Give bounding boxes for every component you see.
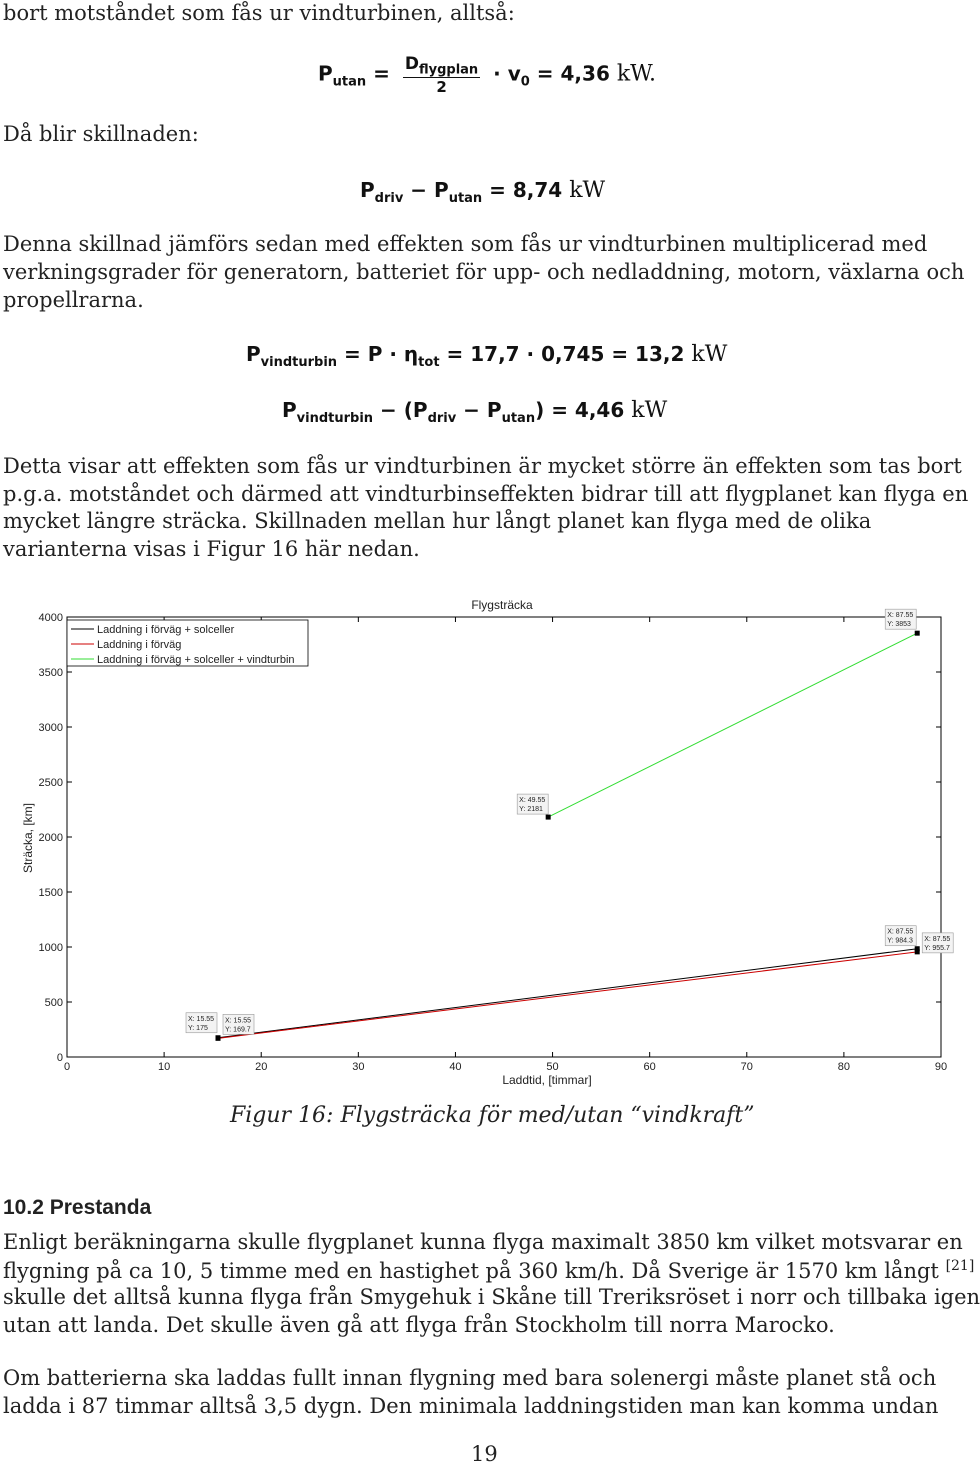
datatip-y: Y: 3853 <box>887 621 911 629</box>
chart-title: Flygsträcka <box>471 598 533 612</box>
paragraph-line: mycket längre sträcka. Skillnaden mellan hur långt planet kan flyga med de olika <box>3 509 872 533</box>
figure-16-chart <box>0 590 960 1090</box>
paragraph-line: p.g.a. motståndet och därmed att vindturbinseffekten bidrar till att flygplanet kan flyga en <box>3 482 969 506</box>
paragraph-line: varianterna visas i Figur 16 här nedan. <box>3 537 420 561</box>
x-tick-label: 90 <box>934 1061 948 1073</box>
x-tick-label: 10 <box>157 1061 171 1073</box>
datatip <box>517 794 548 814</box>
equation-p-vindturbin: $P_{vindturbin} = P \cdot \eta_{tot} = 17,7 \cdot 0,745 = 13,2$ kW <box>246 342 728 370</box>
y-tick-label: 0 <box>56 1052 63 1064</box>
data-point-marker <box>915 949 920 954</box>
y-tick-label: 500 <box>44 997 63 1009</box>
paragraph-line: Detta visar att effekten som fås ur vindturbinen är mycket större än effekten som tas bort <box>3 454 962 478</box>
section-heading: 10.2 Prestanda <box>3 1196 152 1219</box>
chart-legend <box>67 620 308 666</box>
datatip-x: X: 87.55 <box>887 612 914 620</box>
paragraph-line: flygning på ca 10, 5 timme med en hastighet på 360 km/h. Då Sverige är 1570 km långt [21] <box>3 1258 975 1283</box>
x-tick-label: 40 <box>449 1061 462 1073</box>
intro-text: bort motståndet som fås ur vindturbinen, alltså: <box>3 1 515 25</box>
y-axis-label: Sträcka, [km] <box>21 802 35 874</box>
paragraph-line: Enligt beräkningarna skulle flygplanet kunna flyga maximalt 3850 km vilket motsvarar en <box>3 1230 963 1254</box>
series-line <box>218 949 917 1038</box>
datatip-x: X: 15.55 <box>225 1017 252 1025</box>
datatip <box>186 1013 217 1033</box>
paragraph-line: propellrarna. <box>3 288 144 312</box>
y-tick-label: 2500 <box>38 777 63 789</box>
datatip <box>885 609 916 629</box>
legend-label: Laddning i förväg + solceller + vindturbin <box>97 654 295 666</box>
difference-label: Då blir skillnaden: <box>3 122 199 146</box>
y-tick-label: 3000 <box>38 722 63 734</box>
data-point-marker <box>915 631 920 636</box>
paragraph-line: verkningsgrader för generatorn, batteriet för upp- och nedladdning, motorn, växlarna och <box>3 260 965 284</box>
paragraph-line: ladda i 87 timmar alltså 3,5 dygn. Den minimala laddningstiden man kan komma undan <box>3 1394 939 1418</box>
x-tick-label: 80 <box>837 1061 851 1073</box>
plot-area-frame <box>67 617 941 1057</box>
datatip-x: X: 87.55 <box>924 935 951 943</box>
x-axis-label: Laddtid, [timmar] <box>502 1073 592 1087</box>
datatip-y: Y: 2181 <box>519 806 543 814</box>
page-number: 19 <box>471 1442 498 1466</box>
datatip <box>223 1014 254 1034</box>
x-tick-label: 60 <box>643 1061 656 1073</box>
legend-label: Laddning i förväg + solceller <box>97 624 235 636</box>
datatip-y: Y: 169.7 <box>225 1026 251 1034</box>
datatip-x: X: 15.55 <box>188 1015 215 1023</box>
datatip <box>922 933 953 953</box>
y-tick-label: 2000 <box>38 832 63 844</box>
figure-caption: Figur 16: Flygsträcka för med/utan “vindkraft” <box>230 1103 755 1128</box>
datatip <box>885 926 916 946</box>
x-tick-label: 20 <box>255 1061 268 1073</box>
chart-svg <box>0 590 960 1090</box>
citation-ref: [21] <box>945 1258 975 1274</box>
paragraph-line: skulle det alltså kunna flyga från Smygehuk i Skåne till Treriksröset i norr och tillbaka igen <box>3 1285 980 1309</box>
x-tick-label: 50 <box>546 1061 559 1073</box>
y-tick-label: 1000 <box>38 942 63 954</box>
datatip-y: Y: 955.7 <box>924 944 950 952</box>
x-tick-label: 70 <box>740 1061 753 1073</box>
series-line <box>218 952 917 1038</box>
data-point-marker <box>216 1036 221 1041</box>
x-tick-label: 30 <box>352 1061 365 1073</box>
y-tick-label: 1500 <box>38 887 63 899</box>
equation-difference: $P_{driv} - P_{utan} = 8,74$ kW <box>360 178 606 206</box>
paragraph-line: Om batterierna ska laddas fullt innan flygning med bara solenergi måste planet stå och <box>3 1366 937 1390</box>
paragraph-line: utan att landa. Det skulle även gå att flyga från Stockholm till norra Marocko. <box>3 1313 835 1337</box>
datatip-y: Y: 175 <box>188 1024 208 1032</box>
x-tick-label: 0 <box>63 1061 71 1073</box>
paragraph-line: Denna skillnad jämförs sedan med effekten som fås ur vindturbinen multiplicerad med <box>3 232 928 256</box>
equation-net-gain: $P_{vindturbin} - (P_{driv} - P_{utan}) = 4,46$ kW <box>282 398 668 426</box>
datatip-x: X: 87.55 <box>887 928 914 936</box>
equation-p-utan: $P_{utan}$ = $\frac{D_{flygplan}}{2}$ · $v_0 = 4,36$ kW. <box>318 54 656 97</box>
datatip-x: X: 49.55 <box>519 797 546 805</box>
legend-label: Laddning i förväg <box>97 639 182 651</box>
y-tick-label: 4000 <box>38 612 63 624</box>
datatip-y: Y: 984.3 <box>887 937 913 945</box>
y-tick-label: 3500 <box>38 667 63 679</box>
series-line <box>548 633 917 817</box>
data-point-marker <box>546 815 551 820</box>
